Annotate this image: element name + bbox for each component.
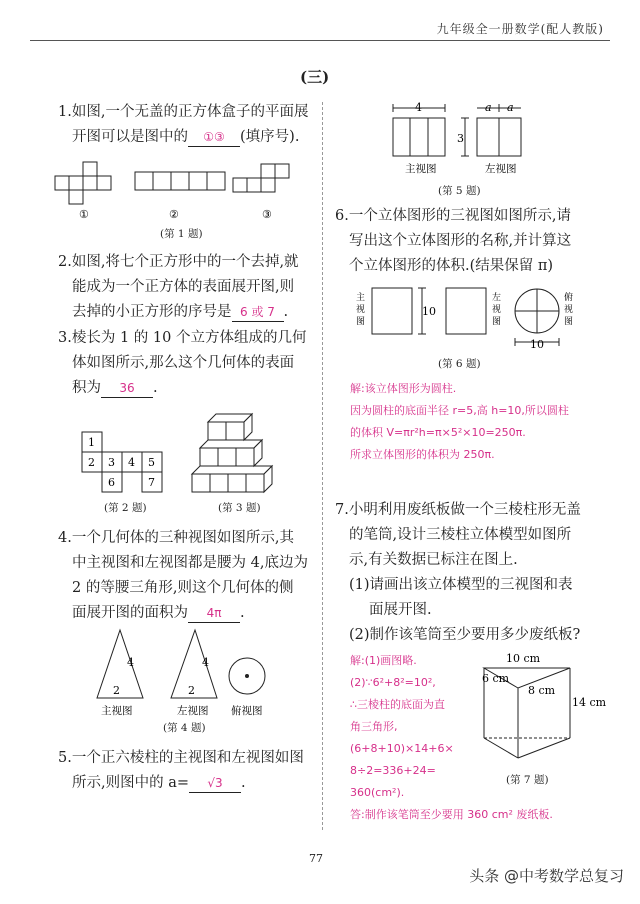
q7-solution-line-5: (6+8+10)×14+6× — [350, 742, 454, 755]
q4-dim-base-1: 2 — [113, 684, 120, 697]
q7-line-3: 示,有关数据已标注在图上. — [349, 552, 518, 568]
question-4 — [58, 526, 308, 626]
q7-solution-line-7: 360(cm²). — [350, 786, 405, 799]
q6-dim-height: 10 — [422, 305, 436, 318]
q6-label-left-2: 视 — [492, 305, 502, 315]
q2-answer: 6 或 7 — [232, 303, 284, 322]
question-1 — [58, 100, 308, 150]
q6-line-2: 写出这个立体图形的名称,并计算这 — [349, 233, 572, 249]
q7-part1-a: (1)请画出该立体模型的三视图和表 — [349, 577, 573, 593]
question-2 — [58, 250, 299, 325]
q4-view-label-2: 左视图 — [177, 705, 209, 717]
q4-view-label-3: 俯视图 — [231, 705, 263, 717]
q6-line-1: 6.一个立体图形的三视图如图所示,请 — [335, 208, 571, 224]
section-title: (三) — [300, 68, 330, 86]
watermark: 头条 @中考数学总复习 — [469, 867, 624, 885]
page-number: 77 — [309, 852, 323, 865]
q6-label-left-3: 图 — [492, 317, 502, 327]
q1-line-2: 开图可以是图中的 ①③ (填序号). — [72, 129, 300, 145]
q2-cell-1: 1 — [88, 436, 95, 449]
q5-view-label-1: 主视图 — [405, 163, 437, 175]
q7-prism-figure — [470, 650, 607, 770]
q6-label-front-3: 图 — [356, 317, 366, 327]
q4-dim-base-2: 2 — [188, 684, 195, 697]
q7-solution-line-6: 8÷2=336+24= — [350, 764, 436, 777]
q1-label-3: ③ — [262, 208, 272, 221]
q6-solution-line-2: 因为圆柱的底面半径 r=5,高 h=10,所以圆柱 — [350, 404, 569, 417]
q6-label-left-1: 左 — [492, 293, 502, 303]
q1-caption: (第 1 题) — [160, 228, 203, 240]
q3-line-1: 3.棱长为 1 的 10 个立方体组成的几何 — [58, 330, 307, 346]
q5-view-label-2: 左视图 — [485, 163, 517, 175]
q3-caption: (第 3 题) — [218, 502, 261, 514]
q2-cell-6: 6 — [108, 476, 115, 489]
q4-front-view — [97, 630, 143, 698]
q6-solution-line-3: 的体积 V=πr²h=π×5²×10=250π. — [350, 426, 526, 439]
q3-cubes-figure — [188, 408, 283, 498]
q2-caption: (第 2 题) — [104, 502, 147, 514]
q2-line-1: 2.如图,将七个正方形中的一个去掉,就 — [58, 254, 299, 270]
q1-net-2 — [135, 172, 225, 190]
q4-line-3: 2 的等腰三角形,则这个几何体的侧 — [72, 580, 294, 596]
q4-line-1: 4.一个几何体的三种视图如图所示,其 — [58, 530, 294, 546]
q6-views-figure — [352, 282, 582, 350]
q4-line-4: 面展开图的面积为 4π . — [72, 605, 245, 621]
q1-answer: ①③ — [188, 128, 240, 147]
q6-left-view — [446, 288, 486, 334]
q7-line-1: 7.小明利用废纸板做一个三棱柱形无盖 — [335, 502, 581, 518]
q1-line-1: 1.如图,一个无盖的正方体盒子的平面展 — [58, 104, 309, 120]
q5-dim-height: 3 — [457, 132, 464, 145]
q7-dim-14: 14 cm — [572, 696, 607, 709]
q6-front-view — [372, 288, 412, 334]
q6-label-front-2: 视 — [356, 305, 366, 315]
q5-line-2: 所示,则图中的 a= √3 . — [72, 775, 246, 791]
q5-line-1: 5.一个正六棱柱的主视图和左视图如图 — [58, 750, 304, 766]
q5-caption: (第 5 题) — [438, 185, 481, 197]
q1-net-3 — [233, 164, 289, 192]
q7-solution-line-3: ∴三棱柱的底面为直 — [350, 698, 445, 711]
q6-solution-line-4: 所求立体图形的体积为 250π. — [350, 448, 495, 461]
q7-line-2: 的笔筒,设计三棱柱立体模型如图所 — [349, 527, 572, 543]
q7-dim-10: 10 cm — [506, 652, 541, 665]
column-divider — [322, 102, 323, 830]
q7-caption: (第 7 题) — [506, 774, 549, 786]
q6-solution-line-1: 解:该立体图形为圆柱. — [350, 382, 457, 395]
question-3 — [58, 326, 306, 401]
q7-solution-line-4: 角三角形, — [350, 720, 398, 733]
q5-dim-a-2: a — [507, 101, 514, 114]
q7-dim-6: 6 cm — [482, 672, 510, 685]
q5-dim-a-1: a — [485, 101, 492, 114]
question-5 — [58, 746, 304, 796]
q5-dim-width: 4 — [415, 101, 422, 114]
q1-label-2: ② — [169, 208, 179, 221]
q2-cell-7: 7 — [148, 476, 155, 489]
q4-caption: (第 4 题) — [163, 722, 206, 734]
q5-front-view — [393, 118, 445, 156]
q2-grid-figure — [80, 430, 180, 496]
q6-label-front-1: 主 — [356, 293, 366, 303]
q2-line-2: 能成为一个正方体的表面展开图,则 — [72, 279, 295, 295]
question-7 — [335, 498, 581, 648]
q1-net-1 — [55, 162, 111, 204]
q7-solution-line-8: 答:制作该笔筒至少要用 360 cm² 废纸板. — [350, 808, 553, 821]
q1-nets-figure — [55, 160, 305, 220]
q6-solution — [350, 378, 569, 466]
q7-dim-8: 8 cm — [528, 684, 556, 697]
q4-dim-side-1: 4 — [127, 656, 134, 669]
q2-cell-4: 4 — [128, 456, 135, 469]
q5-views-figure — [385, 100, 555, 180]
q3-line-2: 体如图所示,那么这个几何体的表面 — [72, 355, 295, 371]
q4-answer: 4π — [188, 604, 240, 623]
q7-part1-b: 面展开图. — [369, 602, 432, 618]
book-title: 九年级全一册数学(配人教版) — [436, 22, 604, 36]
q7-solution-line-1: 解:(1)画图略. — [350, 654, 417, 667]
q2-cell-2: 2 — [88, 456, 95, 469]
q7-part2: (2)制作该笔筒至少要用多少废纸板? — [349, 627, 581, 643]
question-6 — [335, 204, 571, 279]
q4-dim-side-2: 4 — [202, 656, 209, 669]
q6-label-top-3: 图 — [564, 317, 574, 327]
q4-views-figure — [85, 628, 285, 718]
q7-solution-line-2: (2)∵6²+8²=10², — [350, 676, 436, 689]
header-rule — [30, 40, 610, 41]
q1-label-1: ① — [79, 208, 89, 221]
q6-caption: (第 6 题) — [438, 358, 481, 370]
q2-line-3: 去掉的小正方形的序号是 6 或 7 . — [72, 304, 289, 320]
q6-dim-diameter: 10 — [530, 338, 544, 351]
q6-label-top-2: 视 — [564, 305, 574, 315]
q6-label-top-1: 俯 — [564, 293, 574, 303]
q4-view-label-1: 主视图 — [101, 705, 133, 717]
q5-answer: √3 — [189, 774, 241, 793]
q4-line-2: 中主视图和左视图都是腰为 4,底边为 — [72, 555, 308, 571]
q2-cell-3: 3 — [108, 456, 115, 469]
q6-line-3: 个立体图形的体积.(结果保留 π) — [349, 258, 554, 274]
q3-line-3: 积为 36 . — [72, 380, 158, 396]
q2-cell-5: 5 — [148, 456, 155, 469]
q3-answer: 36 — [101, 379, 153, 398]
